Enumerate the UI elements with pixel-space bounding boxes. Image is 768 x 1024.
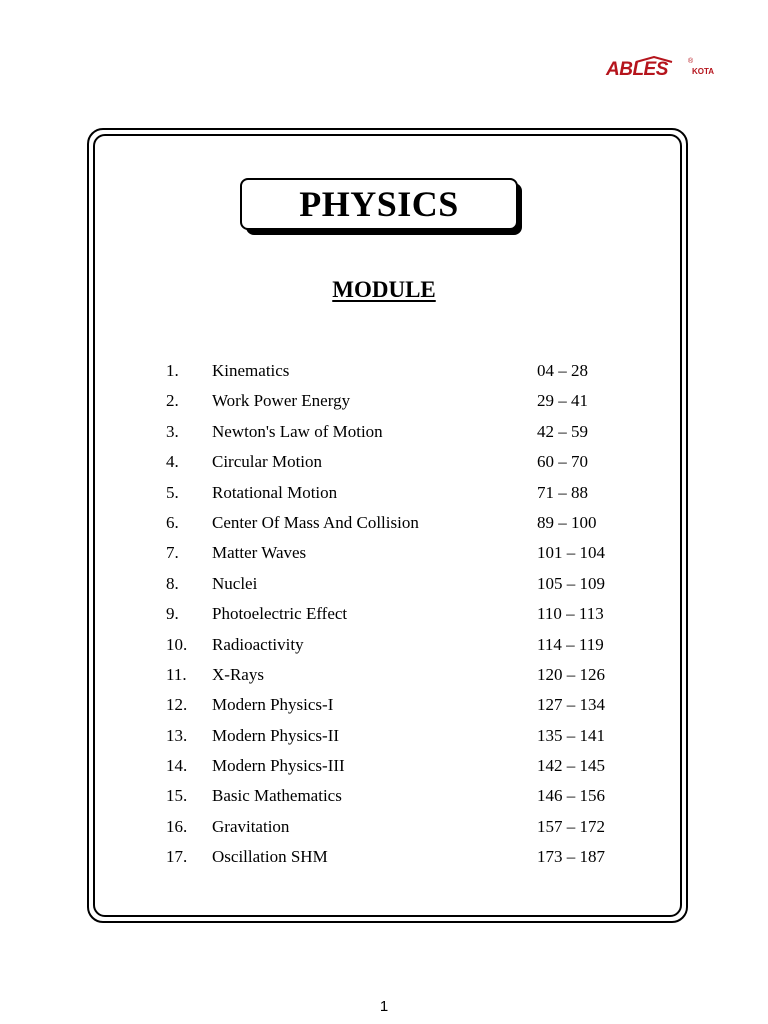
toc-row [0,785,768,815]
toc-title: Modern Physics-I [212,695,334,715]
logo-registered-mark: ® [688,58,694,65]
toc-row [0,816,768,846]
toc-number: 15. [166,786,188,806]
toc-page-range: 110 – 113 [537,604,604,624]
toc-number: 10. [166,634,188,654]
toc-row [0,451,768,481]
toc-number: 8. [166,573,179,593]
toc-row [0,482,768,512]
toc-title: Modern Physics-III [212,756,345,776]
toc-row [0,421,768,451]
toc-number: 3. [166,421,179,441]
toc-number: 9. [166,604,179,624]
toc-number: 16. [166,816,188,836]
toc-title: Work Power Energy [212,391,351,411]
toc-title: Nuclei [212,573,258,593]
toc-row [0,694,768,724]
toc-title: Modern Physics-II [212,725,340,745]
toc-title: Radioactivity [212,634,304,654]
toc-row [0,846,768,876]
toc-row [0,390,768,420]
toc-title: Circular Motion [212,452,323,472]
logo-city: KOTA [692,67,715,76]
toc-page-range: 127 – 134 [537,695,605,715]
toc-row [0,512,768,542]
toc-title: Photoelectric Effect [212,604,348,624]
toc-title: Gravitation [212,816,290,836]
toc-page-range: 173 – 187 [537,847,605,867]
toc-page-range: 29 – 41 [537,391,588,411]
toc-page-range: 89 – 100 [537,512,597,532]
toc-page-range: 142 – 145 [537,756,605,776]
toc-number: 11. [166,664,187,684]
toc-number: 13. [166,725,188,745]
toc-number: 2. [166,391,179,411]
toc-title: Matter Waves [212,543,307,563]
logo-text: ABLES [606,59,668,80]
brand-logo [606,56,722,82]
toc-number: 5. [166,482,179,502]
toc-page-range: 04 – 28 [537,361,588,380]
toc-row [0,573,768,603]
subject-title: PHYSICS [240,178,518,230]
toc-number: 14. [166,756,188,776]
toc-page-range: 135 – 141 [537,725,605,745]
toc-row [0,664,768,694]
toc-row [0,603,768,633]
toc-row [0,542,768,572]
table-of-contents [0,360,768,877]
toc-number: 6. [166,512,179,532]
toc-number: 12. [166,695,188,715]
toc-title: Basic Mathematics [212,786,342,806]
toc-number: 7. [166,543,179,563]
toc-row [0,725,768,755]
toc-title: Oscillation SHM [212,847,328,867]
toc-page-range: 101 – 104 [537,543,605,563]
toc-page-range: 60 – 70 [537,452,588,472]
toc-page-range: 114 – 119 [537,634,604,654]
toc-title: Kinematics [212,361,290,380]
toc-row [0,755,768,785]
toc-page-range: 157 – 172 [537,816,605,836]
page-number: 1 [379,998,389,1015]
toc-page-range: 146 – 156 [537,786,605,806]
toc-page-range: 120 – 126 [537,664,605,684]
toc-row [0,634,768,664]
toc-title: Center Of Mass And Collision [212,512,419,532]
module-heading: MODULE [332,277,436,302]
toc-number: 4. [166,452,179,472]
toc-page-range: 42 – 59 [537,421,588,441]
toc-title: Rotational Motion [212,482,338,502]
toc-page-range: 105 – 109 [537,573,605,593]
toc-number: 17. [166,847,188,867]
toc-number: 1. [166,361,179,380]
toc-title: X-Rays [212,664,264,684]
toc-title: Newton's Law of Motion [212,421,383,441]
toc-row [0,360,768,390]
toc-page-range: 71 – 88 [537,482,588,502]
